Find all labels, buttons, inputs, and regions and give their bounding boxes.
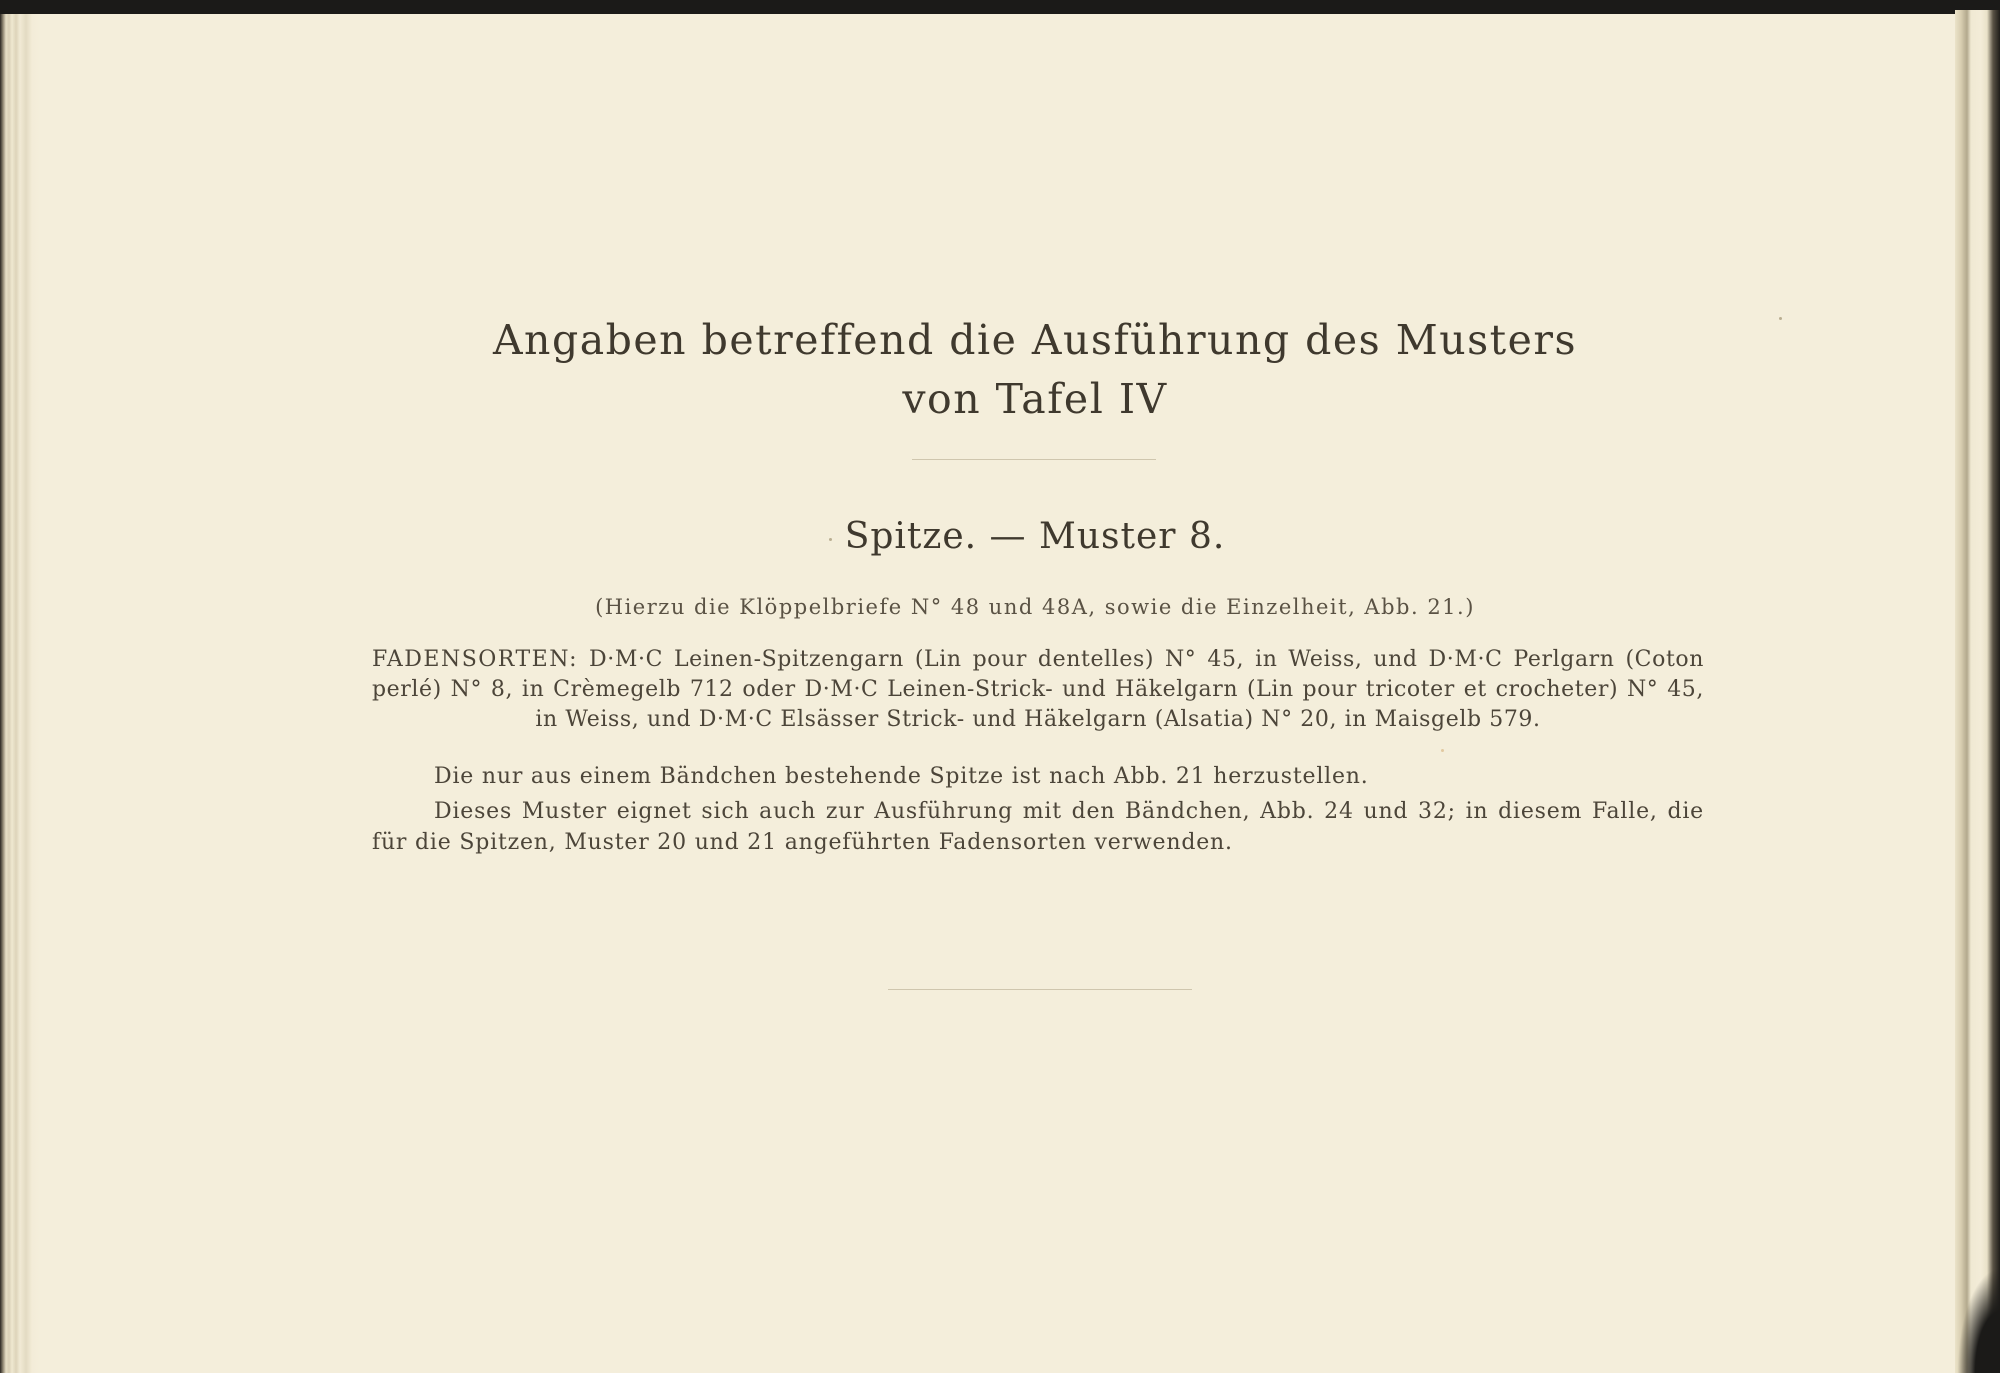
page-corner-shadow: [1950, 1250, 2000, 1373]
paper-speck: [1779, 317, 1782, 320]
page-title-line-2: von Tafel IV: [902, 375, 1168, 423]
reference-note: (Hierzu die Klöppelbriefe N° 48 und 48A, sowie die Einzelheit, Abb. 21.): [595, 595, 1475, 619]
paper-speck: [1441, 749, 1444, 752]
left-page-edge: [0, 14, 40, 1373]
page-title-line-1: Angaben betreffend die Ausführung des Musters: [492, 316, 1578, 364]
right-page-edge: [1955, 10, 2000, 1373]
thread-types-label: FADENSORTEN:: [372, 647, 579, 672]
thread-types-paragraph: [372, 645, 1704, 735]
divider-rule: [912, 459, 1156, 460]
thread-types-text: D·M·C Leinen-Spitzengarn (Lin pour dentelles) N° 45, in Weiss, und D·M·C Perlgarn (Coton perlé) N° 8, in Crèmegelb 712 oder D·M·C Leinen-Strick- und Häkelgarn (Lin pour tricoter et crocheter) N° 45, in Weiss, und D·M·C Elsässer Strick- und Häkelgarn (Alsatia) N° 20, in Maisgelb 579.: [372, 647, 1704, 732]
divider-rule-bottom: [888, 989, 1192, 990]
instruction-paragraph-2: Dieses Muster eignet sich auch zur Ausführung mit den Bändchen, Abb. 24 und 32; in diesem Falle, die für die Spitzen, Muster 20 und 21 angeführten Fadensorten verwenden.: [372, 799, 1704, 855]
instruction-paragraph-1: Die nur aus einem Bändchen bestehende Spitze ist nach Abb. 21 herzustellen.: [434, 764, 1369, 789]
section-subtitle: Spitze. — Muster 8.: [844, 516, 1226, 557]
